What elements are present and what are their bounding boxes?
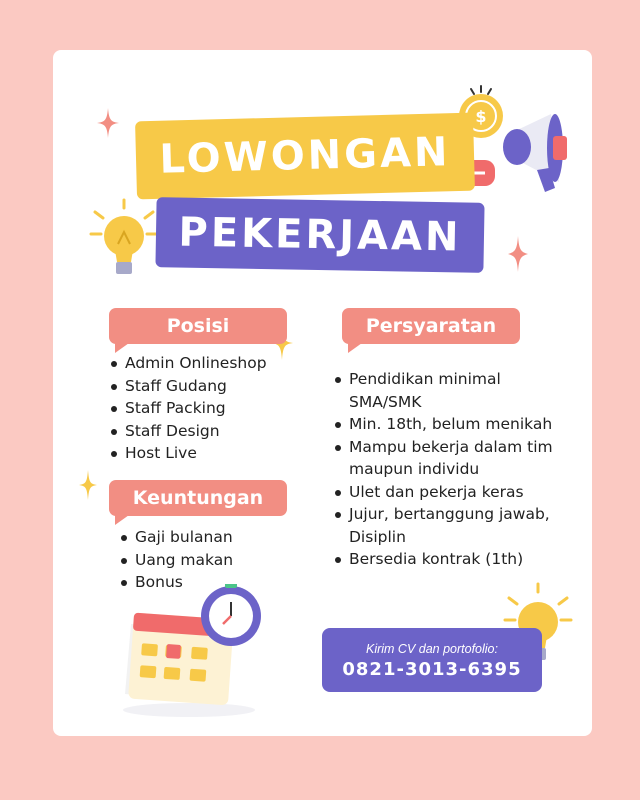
persyaratan-list	[333, 368, 573, 571]
list-item: Jujur, bertanggung jawab, Disiplin	[333, 503, 573, 548]
section-header-keuntungan	[109, 480, 287, 516]
lightbulb-icon	[89, 198, 159, 282]
section-title: Posisi	[166, 315, 230, 337]
list-item: Staff Packing	[109, 397, 339, 420]
list-item: Mampu bekerja dalam tim maupun individu	[333, 436, 573, 481]
section-header-persyaratan	[342, 308, 520, 344]
svg-text:$: $	[475, 107, 487, 126]
list-item: Ulet dan pekerja keras	[333, 481, 573, 504]
list-item: Staff Design	[109, 420, 339, 443]
section-title: Persyaratan	[365, 315, 497, 337]
posisi-list	[109, 352, 339, 465]
list-item: Gaji bulanan	[119, 526, 319, 549]
list-item: Bonus	[119, 571, 319, 594]
contact-box	[322, 628, 542, 692]
keuntungan-list	[119, 526, 319, 594]
section-title: Keuntungan	[132, 487, 264, 509]
section-header-posisi	[109, 308, 287, 344]
poster-card	[53, 50, 592, 736]
title-banner-line2	[155, 197, 484, 273]
list-item: Bersedia kontrak (1th)	[333, 548, 573, 571]
title-line2: PEKERJAAN	[178, 209, 462, 261]
contact-label: Kirim CV dan portofolio:	[365, 642, 498, 656]
sparkle-icon	[79, 470, 97, 500]
list-item: Admin Onlineshop	[109, 352, 339, 375]
list-item: Staff Gudang	[109, 375, 339, 398]
contact-phone[interactable]: 0821-3013-6395	[342, 659, 522, 680]
list-item: Host Live	[109, 442, 339, 465]
list-item: Uang makan	[119, 549, 319, 572]
title-banner-line1	[135, 113, 475, 200]
list-item: Pendidikan minimal SMA/SMK	[333, 368, 573, 413]
sparkle-icon	[508, 236, 528, 272]
title-line1: LOWONGAN	[158, 129, 452, 183]
calendar-icon	[119, 584, 269, 718]
sparkle-icon	[97, 108, 119, 138]
list-item: Min. 18th, belum menikah	[333, 413, 573, 436]
